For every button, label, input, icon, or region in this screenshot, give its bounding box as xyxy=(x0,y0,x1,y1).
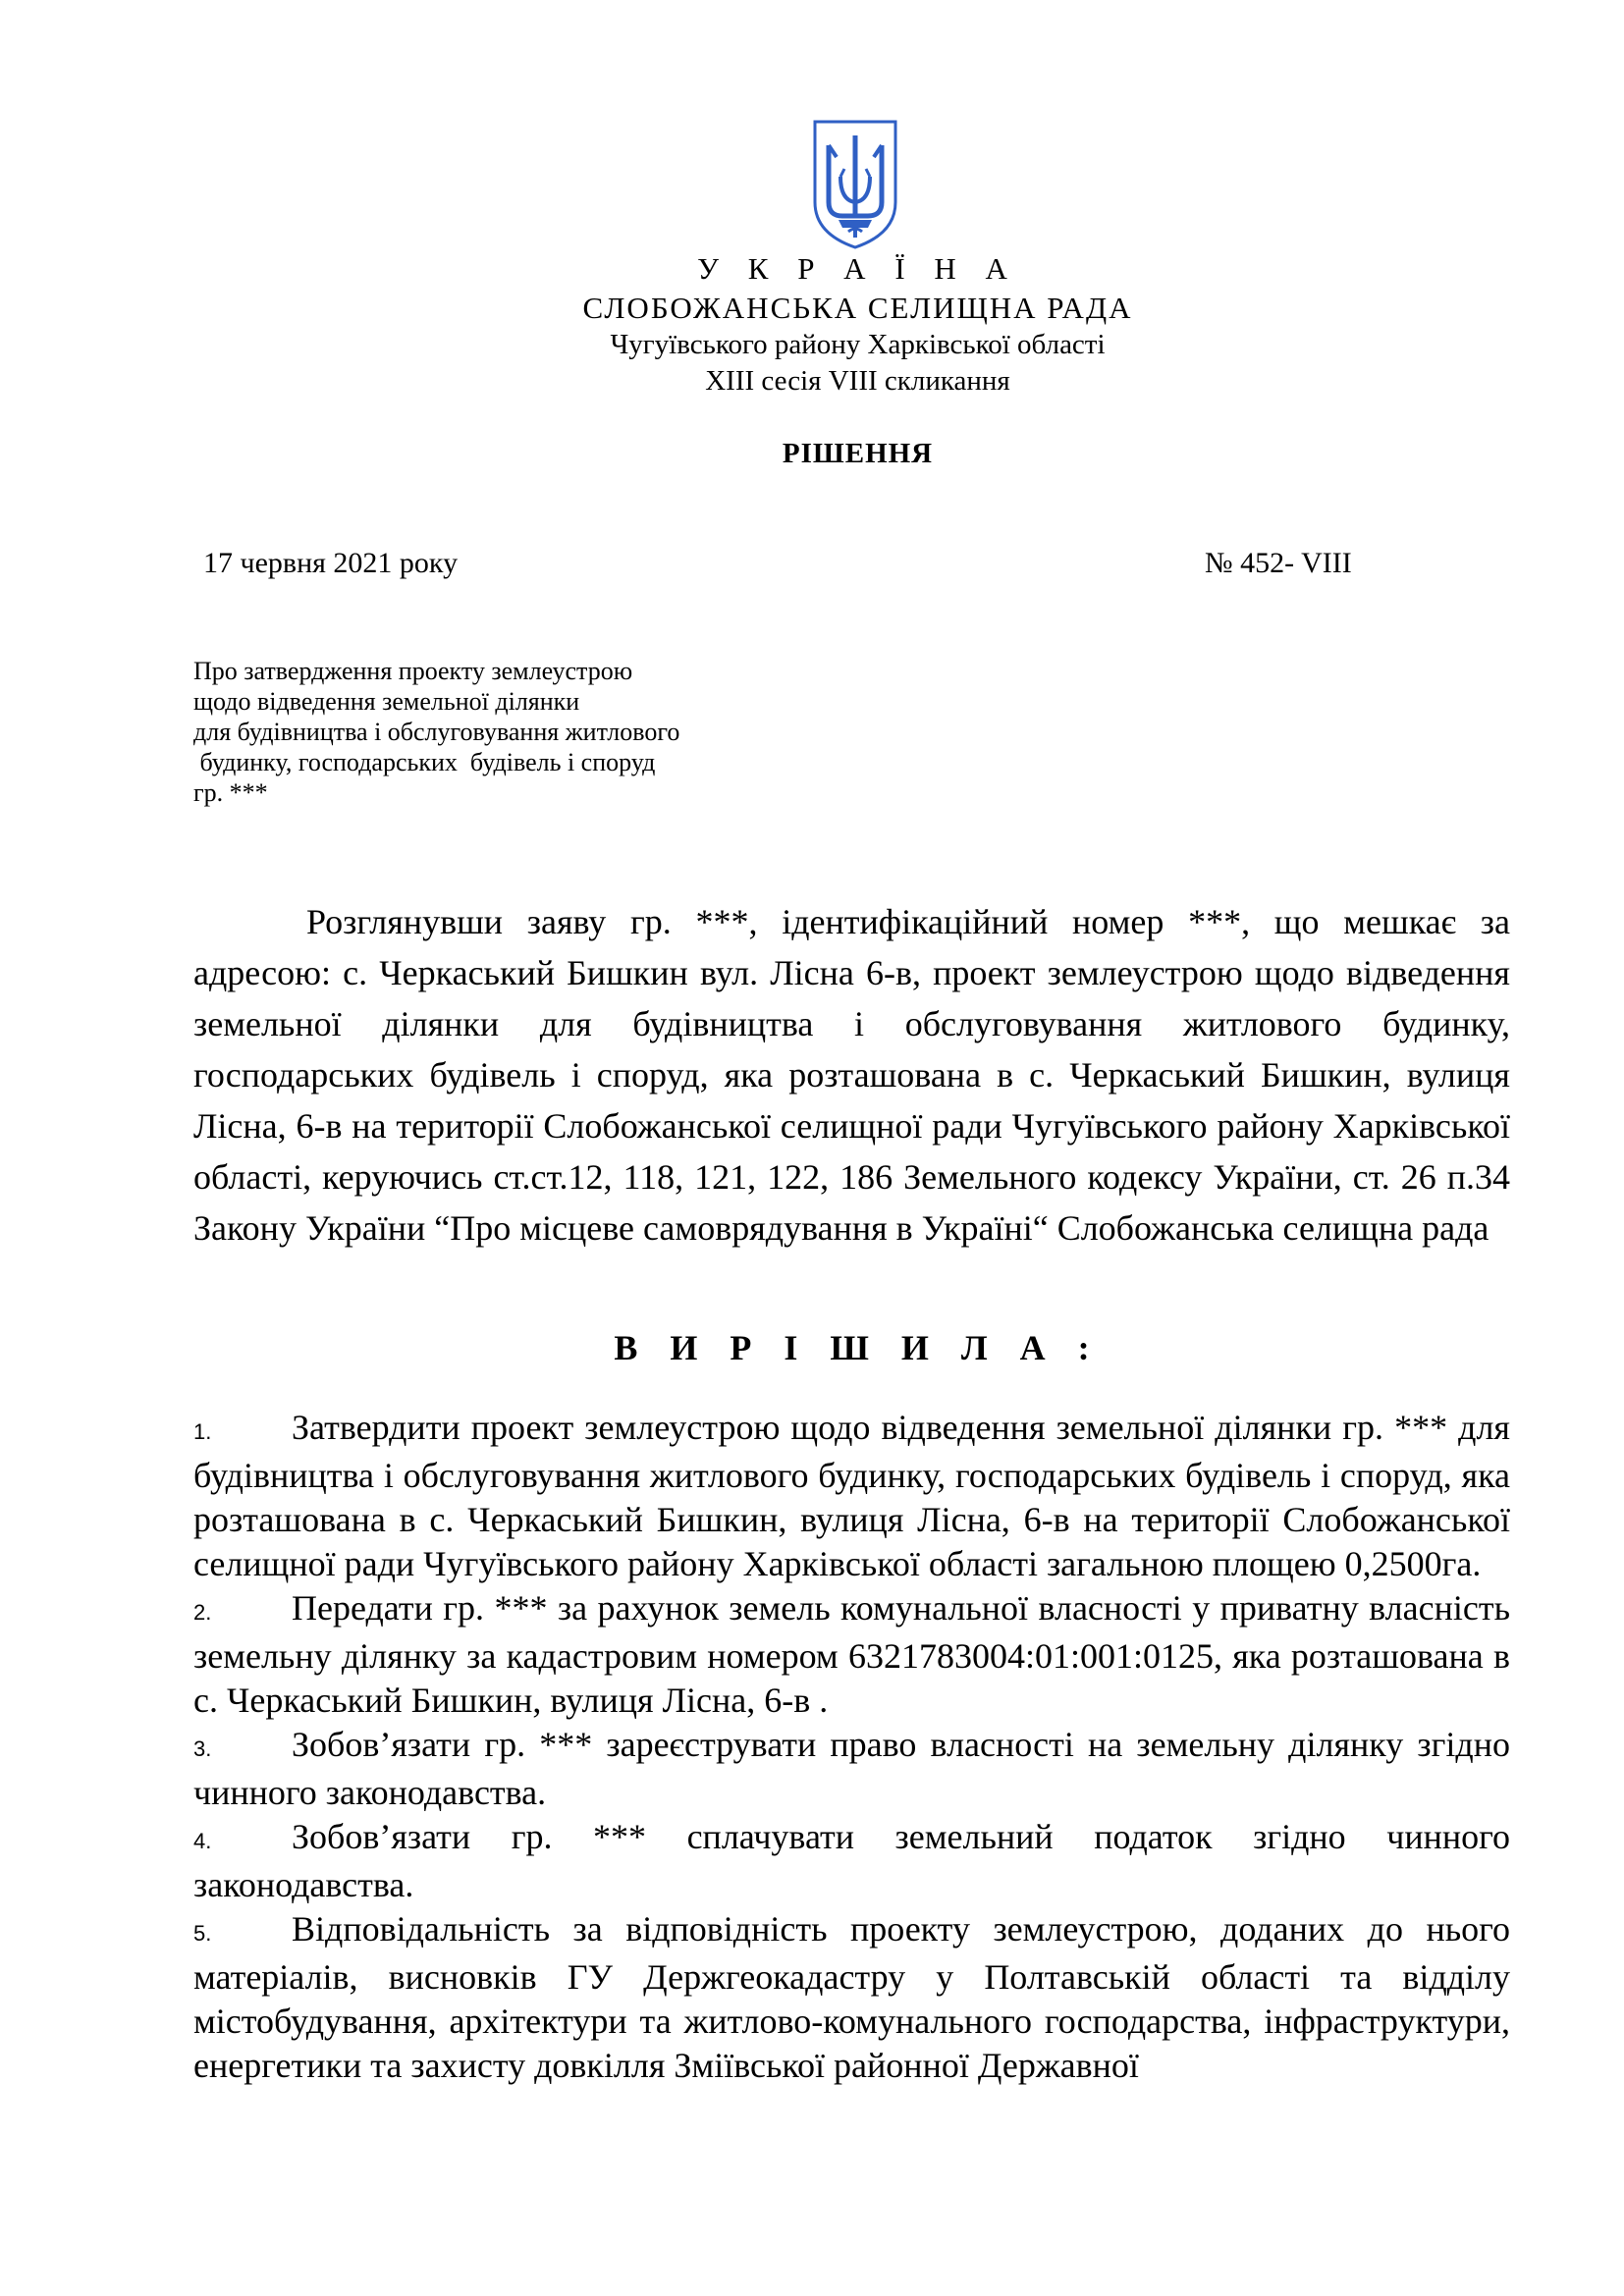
decision-subject xyxy=(193,656,802,808)
subject-line: гр. *** xyxy=(193,778,268,807)
item-number: 5. xyxy=(193,1921,212,1946)
item-number: 4. xyxy=(193,1829,212,1853)
district-name: Чугуївського району Харківської області xyxy=(610,329,1106,360)
ukraine-trident-emblem-icon xyxy=(811,118,899,251)
item-text: Передати гр. *** за рахунок земель комунальної власності у приватну власність земельну ділянку за кадастровим номером 6321783004:01:001:0125, яка розташована в с. Черкаський Бишкин, вулиця Лісна, 6-в . xyxy=(193,1588,1510,1720)
resolution-item xyxy=(193,1815,1510,1907)
decision-number: № 452- VIII xyxy=(1205,547,1352,579)
resolution-item xyxy=(193,1723,1510,1815)
resolution-item xyxy=(193,1586,1510,1723)
decision-date: 17 червня 2021 року xyxy=(203,547,459,579)
subject-line: щодо відведення земельної ділянки xyxy=(193,687,580,716)
preamble-paragraph: Розглянувши заяву гр. ***, ідентифікаційний номер ***, що мешкає за адресою: с. Черкаський Бишкин вул. Лісна 6-в, проект землеустрою щодо відведення земельної ділянки для будівництва і обслуговування житлового будинку, господарських будівель і споруд, яка розташована в с. Черкаський Бишкин, вулиця Лісна, 6-в на території Слобожанської селищної ради Чугуївського району Харківської області, керуючись ст.ст.12, 118, 121, 122, 186 Земельного кодексу України, ст. 26 п.34 Закону України “Про місцеве самоврядування в Україні“ Слобожанська селищна рада xyxy=(193,902,1510,1248)
item-text: Відповідальність за відповідність проекту землеустрою, доданих до нього матеріалів, висновків ГУ Держгеокадастру у Полтавській області та відділу містобудування, архітектури та житлово-комунального господарства, інфраструктури, енергетики та захисту довкілля Зміївської районної Державної xyxy=(193,1909,1510,2085)
item-number: 2. xyxy=(193,1600,212,1625)
resolution-items xyxy=(193,1406,1510,2088)
item-text: Зобов’язати гр. *** зареєструвати право власності на земельну ділянку згідно чинного законодавства. xyxy=(193,1725,1510,1812)
item-text: Затвердити проект землеустрою щодо відведення земельної ділянки гр. *** для будівництва і обслуговування житлового будинку, господарських будівель і споруд, яка розташована в с. Черкаський Бишкин, вулиця Лісна, 6-в на території Слобожанської селищної ради Чугуївського району Харківської області загальною площею 0,2500га. xyxy=(193,1408,1510,1583)
subject-line: для будівництва і обслуговування житлового xyxy=(193,718,680,746)
document-type-heading: РІШЕННЯ xyxy=(782,438,934,469)
item-text: Зобов’язати гр. *** сплачувати земельний податок згідно чинного законодавства. xyxy=(193,1817,1510,1904)
resolved-heading: В И Р І Ш И Л А : xyxy=(614,1328,1102,1367)
session-name: XIII сесія VIII скликання xyxy=(705,365,1010,397)
item-number: 3. xyxy=(193,1736,212,1761)
country-name: У К Р А Ї Н А xyxy=(697,251,1018,286)
subject-line: Про затвердження проекту землеустрою xyxy=(193,657,633,685)
council-name: СЛОБОЖАНСЬКА СЕЛИЩНА РАДА xyxy=(582,291,1133,325)
item-number: 1. xyxy=(193,1419,212,1444)
subject-line: будинку, господарських будівель і споруд xyxy=(193,748,656,776)
resolution-item xyxy=(193,1907,1510,2088)
resolution-item xyxy=(193,1406,1510,1586)
